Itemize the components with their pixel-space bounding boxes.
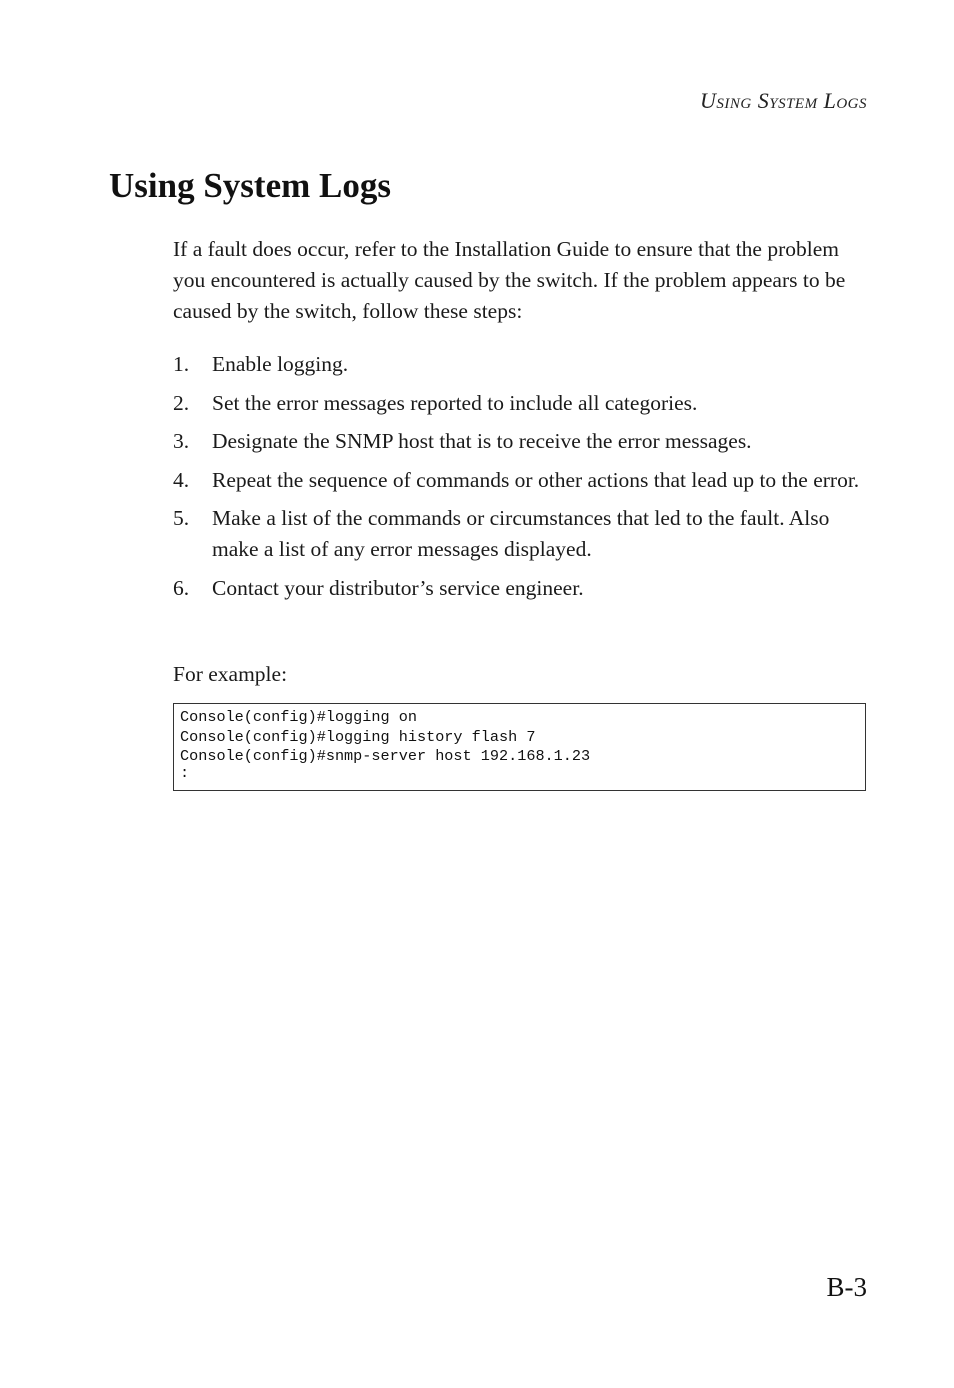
step-number: 3. [173,429,190,453]
code-line: Console(config)#logging history flash 7 [180,727,536,746]
step-text: Contact your distributor’s service engineer. [212,575,584,600]
page-title: Using System Logs [109,166,391,205]
list-item [173,465,873,496]
running-header: Using System Logs [700,88,867,113]
list-item [173,349,873,380]
step-number: 4. [173,467,190,492]
step-text: Designate the SNMP host that is to receive the error messages. [212,429,752,453]
code-continuation: : [180,763,190,782]
code-line: Console(config)#snmp-server host 192.168.1.23 [180,747,591,765]
step-number: 2. [173,390,190,415]
step-text: Set the error messages reported to include all categories. [212,390,698,415]
list-item [173,426,873,457]
code-line: Console(config)#logging on [180,708,417,726]
intro-paragraph: If a fault does occur, refer to the Installation Guide to ensure that the problem you encountered is actually caused by the switch. If the problem appears to be caused by the switch, follow these steps: [173,237,846,323]
step-number: 1. [173,352,190,376]
step-number: 6. [173,575,190,600]
list-item [173,503,873,565]
step-number: 5. [173,506,190,530]
step-text: Make a list of the commands or circumstances that led to the fault. Also make a list of any error messages displayed. [212,506,830,561]
example-label: For example: [173,662,288,686]
steps-list [173,349,873,611]
page-number: B-3 [826,1272,867,1302]
list-item [173,573,873,604]
code-example-box [173,703,866,791]
step-text: Repeat the sequence of commands or other actions that lead up to the error. [212,467,860,492]
list-item [173,388,873,419]
step-text: Enable logging. [212,352,349,376]
